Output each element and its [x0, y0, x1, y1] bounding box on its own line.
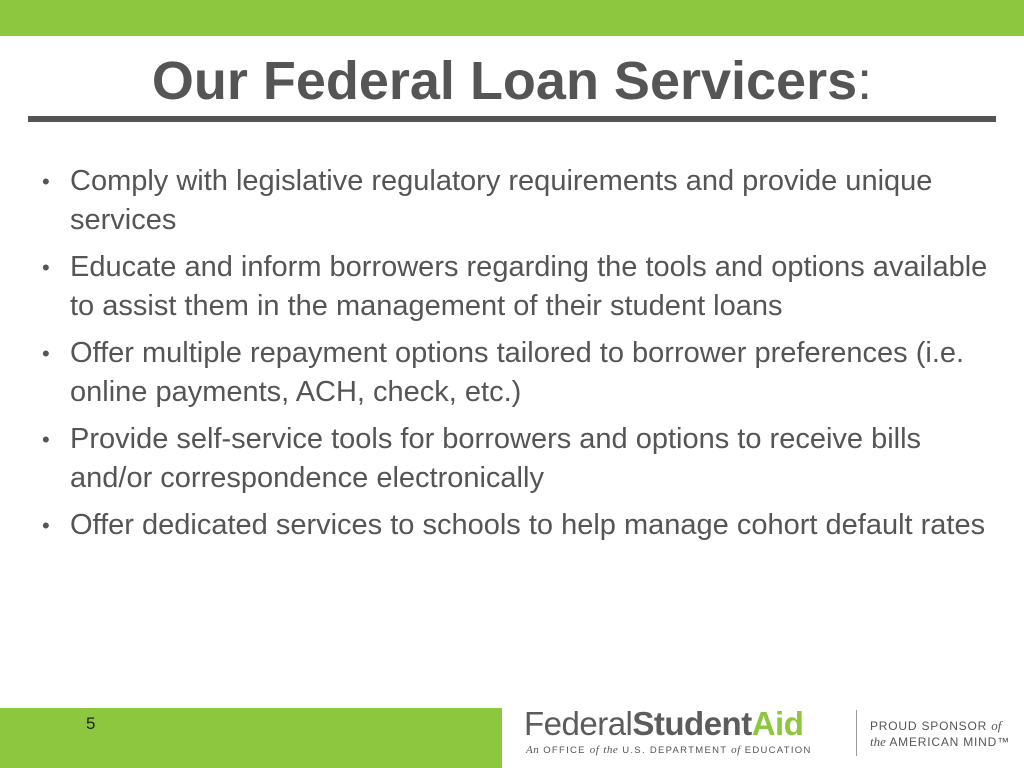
sponsor-american-mind: AMERICAN MIND™: [889, 735, 1010, 749]
sponsor-of: of: [991, 718, 1002, 733]
tagline-of-2: of: [731, 744, 741, 756]
bullet-text: Provide self-service tools for borrowers and options to receive bills and/or correspondence electronically: [70, 423, 922, 494]
bullet-text: Offer multiple repayment options tailored to borrower preferences (i.e. online payments, ACH, check, etc.): [70, 337, 965, 408]
sponsor-line-1: [870, 718, 1020, 734]
sponsor-line-2: [870, 734, 1020, 750]
slide-title-colon: :: [857, 51, 873, 111]
title-underline: [28, 116, 996, 122]
slide-title: [0, 50, 1024, 112]
bullet-text: Educate and inform borrowers regarding the tools and options available to assist them in the management of their student loans: [70, 251, 988, 322]
bullet-dot-icon: •: [42, 169, 50, 194]
logo-divider: [856, 710, 857, 756]
tagline-office: OFFICE: [543, 745, 586, 756]
bullet-dot-icon: •: [42, 341, 50, 366]
tagline-the: the: [603, 744, 619, 756]
bullet-item: [42, 334, 992, 412]
bullet-dot-icon: •: [42, 255, 50, 280]
bullet-item: [42, 248, 992, 326]
top-accent-bar: [0, 0, 1024, 36]
slide-title-text: Our Federal Loan Servicers: [151, 51, 858, 111]
logo-aid: Aid: [751, 705, 804, 742]
sponsor-proud: PROUD SPONSOR: [870, 719, 988, 733]
bullet-dot-icon: •: [42, 427, 50, 452]
sponsor-the: the: [870, 734, 886, 749]
tagline-of: of: [589, 744, 600, 756]
bullet-dot-icon: •: [42, 513, 50, 538]
tagline-an: An: [526, 744, 540, 756]
proud-sponsor-mark: [870, 718, 1020, 750]
page-number: 5: [86, 714, 96, 733]
bullet-text: Offer dedicated services to schools to help manage cohort default rates: [70, 509, 986, 541]
bullet-list: [42, 162, 992, 553]
logo-wordmark: [524, 706, 803, 742]
bullet-item: [42, 506, 992, 545]
logo-tagline: [526, 744, 812, 756]
bullet-text: Comply with legislative regulatory requirements and provide unique services: [70, 165, 933, 236]
logo-federal: Federal: [524, 705, 633, 742]
tagline-department: U.S. DEPARTMENT: [622, 745, 728, 756]
footer-accent-bar: [0, 708, 502, 768]
bullet-item: [42, 420, 992, 498]
bullet-item: [42, 162, 992, 240]
federal-student-aid-logo: [524, 706, 844, 762]
logo-student: Student: [632, 705, 752, 742]
tagline-education: EDUCATION: [744, 745, 812, 756]
